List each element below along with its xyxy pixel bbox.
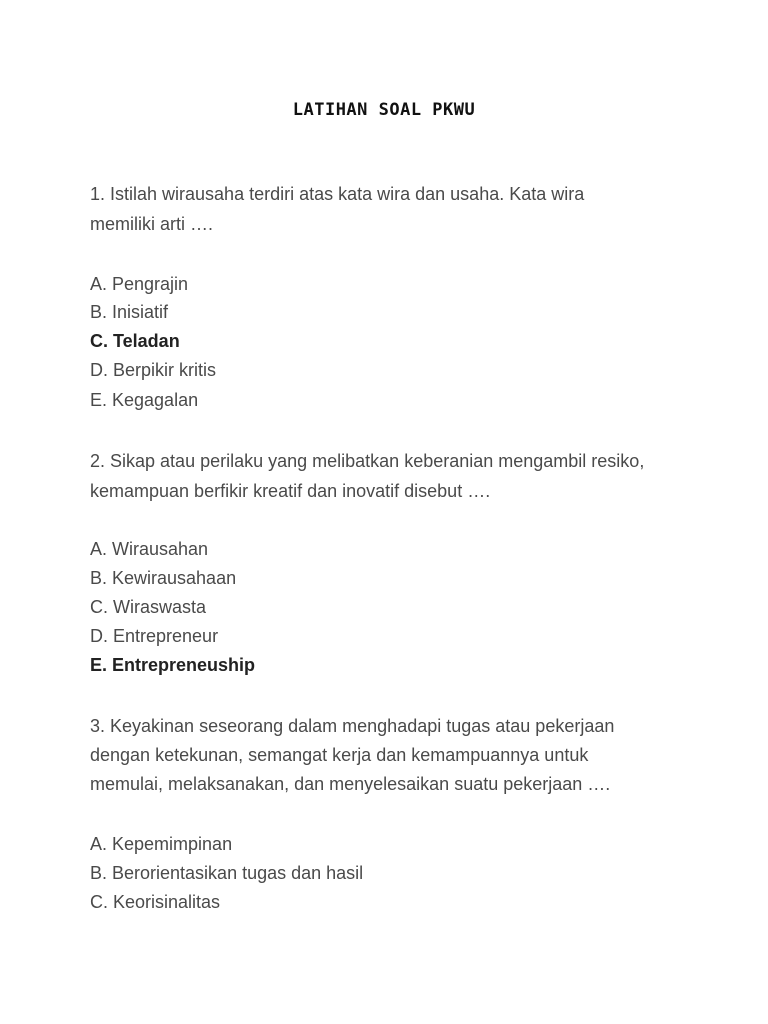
- question-1-option-d: D. Berpikir kritis: [90, 360, 217, 380]
- question-3-option-c: C. Keorisinalitas: [90, 892, 221, 912]
- question-2-option-d: D. Entrepreneur: [90, 626, 219, 646]
- question-2-option-a: A. Wirausahan: [90, 539, 209, 559]
- question-2-option-b: B. Kewirausahaan: [90, 568, 237, 588]
- question-1-option-e: E. Kegagalan: [90, 390, 199, 410]
- question-1-text-line-2: memiliki arti ….: [90, 214, 214, 234]
- question-1-option-c-correct: C. Teladan: [90, 331, 180, 351]
- page-title: LATIHAN SOAL PKWU: [292, 100, 476, 120]
- question-3-option-a: A. Kepemimpinan: [90, 834, 233, 854]
- question-1-option-a: A. Pengrajin: [90, 274, 189, 294]
- question-1-option-b: B. Inisiatif: [90, 302, 169, 322]
- question-2-option-c: C. Wiraswasta: [90, 597, 207, 617]
- question-1-text-line-1: 1. Istilah wirausaha terdiri atas kata wira dan usaha. Kata wira: [90, 184, 585, 204]
- question-3-option-b: B. Berorientasikan tugas dan hasil: [90, 863, 364, 883]
- question-3-text-line-1: 3. Keyakinan seseorang dalam menghadapi tugas atau pekerjaan: [90, 716, 615, 736]
- question-2-text-line-2: kemampuan berfikir kreatif dan inovatif disebut ….: [90, 481, 491, 501]
- question-2-text-line-1: 2. Sikap atau perilaku yang melibatkan keberanian mengambil resiko,: [90, 451, 645, 471]
- question-3-text-line-2: dengan ketekunan, semangat kerja dan kemampuannya untuk: [90, 745, 589, 765]
- question-2-option-e-correct: E. Entrepreneuship: [90, 655, 256, 675]
- question-3-text-line-3: memulai, melaksanakan, dan menyelesaikan suatu pekerjaan ….: [90, 774, 611, 794]
